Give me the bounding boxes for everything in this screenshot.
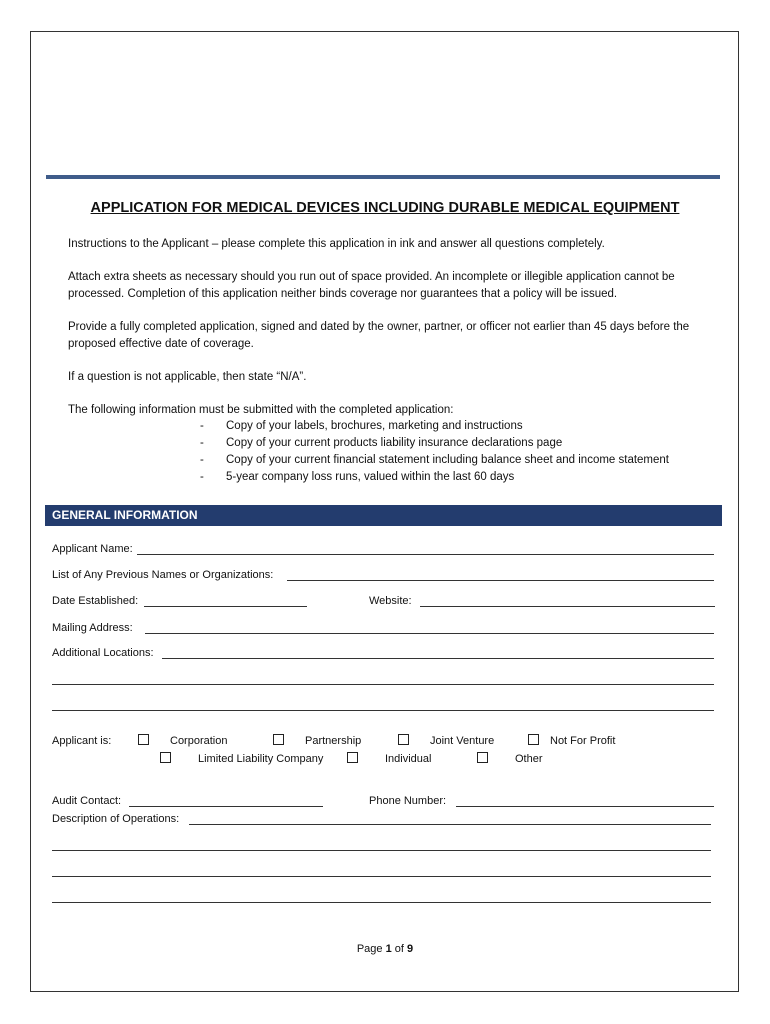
document-title: APPLICATION FOR MEDICAL DEVICES INCLUDING DURABLE MEDICAL EQUIPMENT: [90, 200, 680, 216]
individual-label: Individual: [385, 753, 432, 765]
other-label: Other: [515, 753, 543, 765]
previous-names-field[interactable]: [287, 580, 714, 581]
not-for-profit-label: Not For Profit: [550, 735, 616, 747]
corporation-label: Corporation: [170, 735, 228, 747]
section-header-general-information: GENERAL INFORMATION: [45, 505, 722, 526]
list-item: - 5-year company loss runs, valued within the last 60 days: [200, 471, 515, 483]
joint-venture-label: Joint Venture: [430, 735, 495, 747]
date-established-label: Date Established:: [52, 595, 139, 607]
website-label: Website:: [369, 595, 412, 607]
audit-contact-label: Audit Contact:: [52, 795, 122, 807]
applicant-name-label: Applicant Name:: [52, 543, 133, 555]
required-docs-list: [200, 418, 669, 486]
applicant-name-field[interactable]: [137, 554, 714, 555]
llc-checkbox[interactable]: [160, 752, 171, 763]
list-item: - Copy of your current products liability insurance declarations page: [200, 437, 563, 449]
instructions-required-docs: The following information must be submitted with the completed application:: [68, 404, 454, 416]
corporation-checkbox[interactable]: [138, 734, 149, 745]
previous-names-label: List of Any Previous Names or Organizations:: [52, 569, 274, 581]
description-line-4[interactable]: [52, 902, 711, 903]
instructions-na: If a question is not applicable, then state “N/A”.: [68, 371, 307, 383]
additional-locations-line-2[interactable]: [52, 684, 714, 685]
mailing-address-field[interactable]: [145, 633, 714, 634]
not-for-profit-checkbox[interactable]: [528, 734, 539, 745]
phone-number-label: Phone Number:: [369, 795, 447, 807]
mailing-address-label: Mailing Address:: [52, 622, 133, 634]
additional-locations-field[interactable]: [162, 658, 714, 659]
description-line-3[interactable]: [52, 876, 711, 877]
description-line-2[interactable]: [52, 850, 711, 851]
partnership-label: Partnership: [305, 735, 362, 747]
joint-venture-checkbox[interactable]: [398, 734, 409, 745]
description-of-operations-field[interactable]: [189, 824, 711, 825]
partnership-checkbox[interactable]: [273, 734, 284, 745]
instructions-extra-sheets: Attach extra sheets as necessary should you run out of space provided. An incomplete or illegible application cannot be processed. Completion of this application neither binds coverage nor guarantees that a policy will be issued.: [68, 271, 675, 300]
additional-locations-label: Additional Locations:: [52, 647, 154, 659]
instructions-signature: Provide a fully completed application, signed and dated by the owner, partner, or officer not earlier than 45 days before the proposed effective date of coverage.: [68, 321, 690, 350]
individual-checkbox[interactable]: [347, 752, 358, 763]
applicant-is-label: Applicant is:: [52, 735, 112, 747]
phone-number-field[interactable]: [456, 806, 714, 807]
instructions-intro: Instructions to the Applicant – please complete this application in ink and answer all questions completely.: [68, 238, 605, 250]
description-of-operations-label: Description of Operations:: [52, 813, 180, 825]
audit-contact-field[interactable]: [129, 806, 323, 807]
page-number: Page 1 of 9: [356, 943, 414, 955]
header-rule: [46, 175, 720, 179]
website-field[interactable]: [420, 606, 715, 607]
additional-locations-line-3[interactable]: [52, 710, 714, 711]
list-item: - Copy of your labels, brochures, marketing and instructions: [200, 420, 523, 432]
list-item: - Copy of your current financial statement including balance sheet and income statement: [200, 454, 670, 466]
llc-label: Limited Liability Company: [198, 753, 324, 765]
date-established-field[interactable]: [144, 606, 307, 607]
other-checkbox[interactable]: [477, 752, 488, 763]
